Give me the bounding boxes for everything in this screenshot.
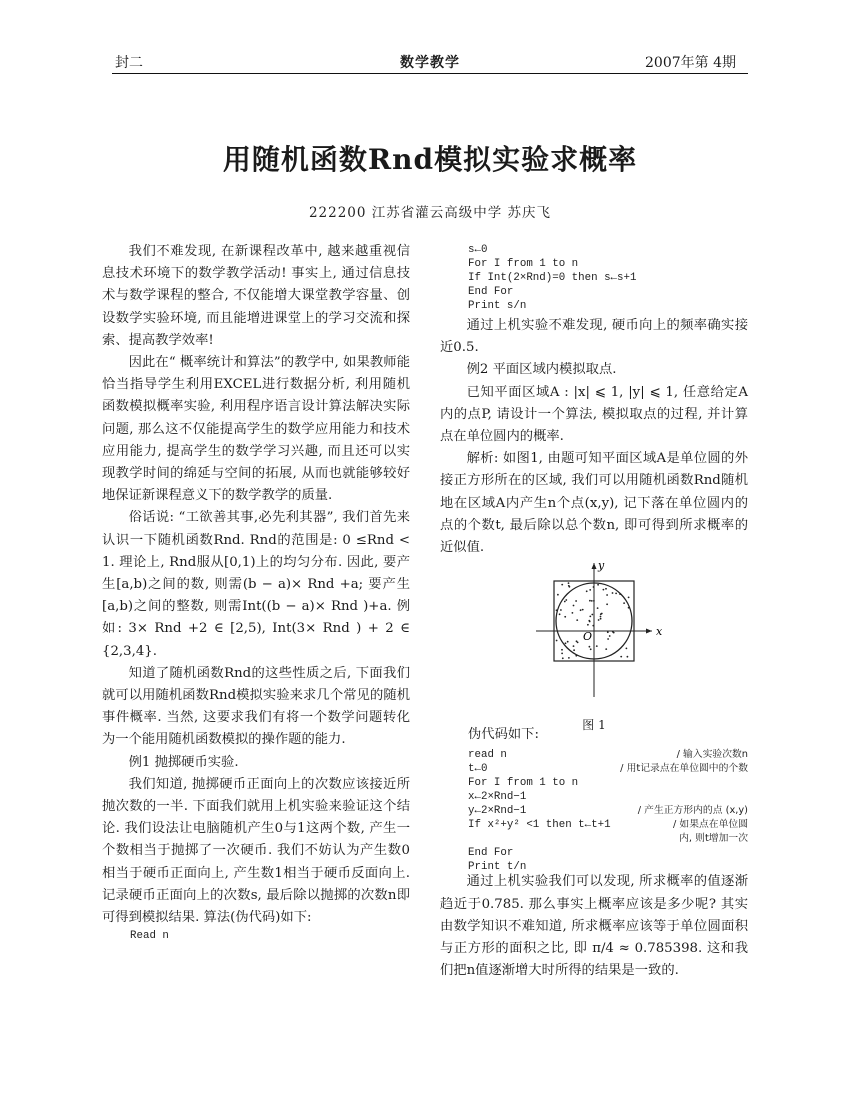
paragraph: 知道了随机函数Rnd的这些性质之后, 下面我们就可以用随机函数Rnd模拟实验来求几个常见的随机事件概率. 当然, 这要求我们有将一个数学问题转化为一个能用随机函数模拟的操作题的能力. <box>102 665 410 748</box>
random-point <box>591 600 593 602</box>
random-point <box>589 589 591 591</box>
right-column <box>440 243 748 982</box>
random-point <box>589 616 591 618</box>
code-line: For I from 1 to n <box>468 777 579 790</box>
random-point <box>620 656 622 658</box>
random-point <box>556 610 558 612</box>
random-point <box>576 641 578 643</box>
random-point <box>568 582 570 584</box>
random-point <box>596 645 598 647</box>
random-point <box>557 594 559 596</box>
random-point <box>605 588 607 590</box>
random-point <box>580 610 582 612</box>
code-comment: / 输入实验次数n <box>676 749 748 761</box>
random-point <box>556 640 558 642</box>
random-point <box>607 638 609 640</box>
code-line: End For <box>468 286 514 298</box>
code-comment: 内, 则t增加一次 <box>679 833 748 845</box>
figure-caption: 图 1 <box>582 718 606 733</box>
random-point <box>597 584 599 586</box>
random-point <box>576 619 578 621</box>
code-comment: / 用t记录点在单位圆中的个数 <box>620 763 748 775</box>
code-comment: / 产生正方形内的点 (x,y) <box>637 805 748 817</box>
random-point <box>609 635 611 637</box>
random-point <box>597 607 599 609</box>
random-point <box>573 650 575 652</box>
random-point <box>626 648 628 650</box>
random-point <box>586 591 588 593</box>
random-point <box>605 648 607 650</box>
random-point <box>593 600 595 602</box>
journal-name: 数学教学 <box>400 55 460 71</box>
y-axis-label: y <box>598 559 605 573</box>
random-point <box>575 655 577 657</box>
random-point <box>600 616 602 618</box>
pseudo-code-intro: 伪代码如下: <box>468 727 539 743</box>
paragraph: 通过上机实验不难发现, 硬币向上的频率确实接近0.5. <box>440 318 748 356</box>
random-point <box>573 605 575 607</box>
random-point <box>564 616 566 618</box>
code-line: s←0 <box>468 244 488 256</box>
code-comment: / 如果点在单位圆 <box>673 819 748 831</box>
random-point <box>606 604 608 606</box>
paragraph: 俗话说: “工欲善其事,必先利其器”, 我们首先来认识一下随机函数Rnd. Rnd的范围是: 0 ≤Rnd < 1. 理论上, Rnd服从[0,1)上的均匀分布. 因此, 要产生[a,b)之间的数, 则需(b − a)× Rnd +a; 要产生[a,b)之间的整数, 则需Int((b − a)× Rnd )+a. 例如: 3× Rnd +2 ∈ [2,5), Int(3× Rnd ) + 2 ∈ {2,3,4}. <box>102 510 410 659</box>
code-line: End For <box>468 847 514 860</box>
random-point <box>607 632 609 634</box>
code-line: Print t/n <box>468 861 527 874</box>
random-point <box>628 597 630 599</box>
random-point <box>601 613 603 615</box>
random-point <box>600 618 602 620</box>
code-line: read n <box>468 749 507 762</box>
left-column <box>102 241 410 943</box>
random-point <box>565 643 567 645</box>
origin-label: O <box>583 630 593 644</box>
random-point <box>612 631 614 633</box>
random-point <box>568 585 570 587</box>
random-point <box>612 592 614 594</box>
random-point <box>561 649 563 651</box>
paragraph: 因此在“ 概率统计和算法”的教学中, 如果教师能恰当指导学生利用EXCEL进行数据分析, 利用随机函数模拟概率实验, 利用程序语言设计算法解决实际问题, 那么这不仅能提高学生的数学应用能力和技术应用能力, 提高学生的数学学习兴趣, 而且还可以实现教学时间的绵延与空间的拓展, 从而也就能够较好地保证新课程意义下的数学教学的质量. <box>102 355 410 504</box>
random-point <box>559 614 561 616</box>
paragraph: 解析: 如图1, 由题可知平面区域A是单位圆的外接正方形所在的区域, 我们可以用随机函数Rnd随机地在区域A内产生n个点(x,y), 记下落在单位圆内的点的个数t, 最后除以总个数n, 即可得到所求概率的近似值. <box>440 451 748 556</box>
figure-1 <box>440 559 748 733</box>
random-point <box>587 624 589 626</box>
random-point <box>593 586 595 588</box>
example-heading: 例2 平面区域内模拟取点. <box>466 362 617 378</box>
running-header <box>112 52 748 72</box>
random-point <box>591 614 593 616</box>
code-line: y←2×Rnd−1 <box>468 805 527 818</box>
unit-circle-diagram <box>440 559 748 704</box>
random-point <box>623 602 625 604</box>
random-point <box>564 601 566 603</box>
code-line: Print s/n <box>468 300 527 312</box>
random-point <box>568 657 570 659</box>
code-block-2 <box>468 746 748 874</box>
random-point <box>590 649 592 651</box>
header-rule <box>112 73 748 74</box>
random-point <box>560 609 562 611</box>
random-point <box>589 600 591 602</box>
x-axis-arrow <box>646 629 652 634</box>
code-line: Read n <box>130 930 169 943</box>
code-line: If Int(2×Rnd)=0 then s←s+1 <box>468 272 637 284</box>
y-axis-arrow <box>592 563 597 569</box>
random-point <box>561 653 563 655</box>
code-line: If x²+y² <1 then t←t+1 <box>468 819 611 832</box>
example-heading: 例1 抛掷硬币实验. <box>128 754 239 770</box>
random-point <box>589 646 591 648</box>
code-line: x←2×Rnd−1 <box>468 791 527 804</box>
random-point <box>627 656 629 658</box>
random-point <box>588 620 590 622</box>
random-point <box>603 589 605 591</box>
paragraph: 通过上机实验我们可以发现, 所求概率的值逐渐趋近于0.785. 那么事实上概率应该是多少呢? 其实由数学知识不难知道, 所求概率应该等于单位圆面积与正方形的面积之比, 即 π/4 ≈ 0.785398. 这和我们把n值逐渐增大时所得的结果是一致的. <box>440 874 748 979</box>
author-line: 222200 江苏省灌云高级中学 苏庆飞 <box>308 205 552 221</box>
random-point <box>582 609 584 611</box>
random-point <box>561 584 563 586</box>
issue-number: 2007年第 4期 <box>645 55 736 71</box>
random-point <box>567 641 569 643</box>
random-point <box>572 612 574 614</box>
random-point <box>562 658 564 660</box>
code-line: For I from 1 to n <box>468 258 579 270</box>
random-point <box>619 593 621 595</box>
random-point <box>575 600 577 602</box>
paragraph: 已知平面区域A : |x| ⩽ 1, |y| ⩽ 1, 任意给定A内的点P, 请设计一个算法, 模拟取点的过程, 并计算点在单位圆内的概率. <box>440 384 748 445</box>
paragraph: 我们知道, 抛掷硬币正面向上的次数应该接近所抛次数的一半. 下面我们就用上机实验来验证这个结论. 我们设法让电脑随机产生0与1这两个数, 产生一个数相当于抛掷了一次硬币. 我们不妨认为产生数0相当于硬币正面向上, 产生数1相当于硬币反面向上. 记录硬币正面向上的次数s, 最后除以抛掷的次数n即可得到模拟结果. 算法(伪代码)如下: <box>102 776 410 926</box>
code-block-1 <box>440 243 748 313</box>
random-point <box>565 599 567 601</box>
paragraph: 我们不难发现, 在新课程改革中, 越来越重视信息技术环境下的数学教学活动! 事实上, 通过信息技术与数学课程的整合, 不仅能增大课堂教学容量、创设数学实验环境, 而且能增进课堂上的学习交流和探索、提高教学效率! <box>102 244 410 348</box>
random-point <box>598 619 600 621</box>
random-point <box>592 625 594 627</box>
random-point <box>606 594 608 596</box>
x-axis-label: x <box>656 625 663 639</box>
header-left: 封二 <box>115 55 143 71</box>
article-title: 用随机函数Rnd模拟实验求概率 <box>222 143 638 176</box>
random-point <box>628 607 630 609</box>
random-point <box>573 645 575 647</box>
random-point <box>615 593 617 595</box>
code-line: t←0 <box>468 763 488 776</box>
